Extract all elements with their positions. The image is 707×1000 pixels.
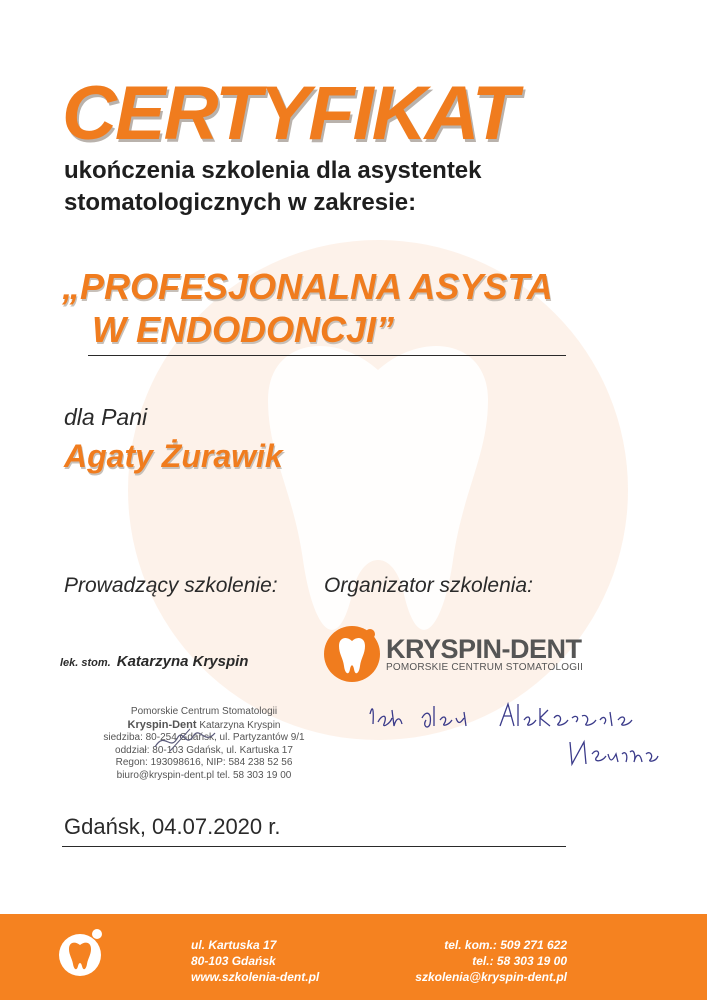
date-divider	[62, 846, 566, 847]
course-title-line2: W ENDODONCJI”	[92, 309, 395, 350]
stamp-line: Regon: 193098616, NIP: 584 238 52 56	[115, 757, 293, 768]
stamp-line: oddział: 80-103 Gdańsk, ul. Kartuska 17	[115, 744, 293, 756]
footer-website-link[interactable]: www.szkolenia-dent.pl	[191, 970, 320, 984]
recipient-name: Agaty Żurawik	[64, 438, 283, 474]
lecturer-name-line	[60, 653, 248, 670]
organizer-brand-subtitle: POMORSKIE CENTRUM STOMATOLOGII	[386, 662, 584, 673]
lecturer-prefix: lek. stom.	[60, 657, 111, 669]
stamp-line: siedziba: 80-254 Gdańsk, ul. Partyzantów 9/1	[103, 732, 305, 743]
footer-phone: tel.: 58 303 19 00	[472, 954, 567, 968]
certificate-subtitle-line1: ukończenia szkolenia dla asystentek	[64, 157, 482, 184]
course-divider	[88, 355, 566, 356]
stamp-line: biuro@kryspin-dent.pl tel. 58 303 19 00	[116, 769, 292, 781]
footer-street: ul. Kartuska 17	[191, 938, 277, 952]
course-title-line1: „PROFESJONALNA ASYSTA	[62, 266, 553, 307]
footer-email-link[interactable]: szkolenia@kryspin-dent.pl	[415, 970, 567, 984]
stamp-signature-scribble	[150, 725, 220, 755]
footer-contact	[415, 937, 567, 985]
place-and-date: Gdańsk, 04.07.2020 r.	[64, 814, 281, 839]
footer-city: 80-103 Gdańsk	[191, 954, 276, 968]
organizer-brand: KRYSPIN-DENT	[386, 634, 582, 664]
footer-mobile: tel. kom.: 509 271 622	[444, 938, 567, 952]
certificate-subtitle-line2: stomatologicznych w zakresie:	[64, 189, 417, 216]
handwritten-signature	[360, 696, 660, 776]
stamp-owner: Katarzyna Kryspin	[196, 719, 281, 731]
lecturer-label: Prowadzący szkolenie:	[64, 574, 278, 597]
footer-address	[191, 937, 319, 985]
kryspin-dent-logo-icon	[322, 624, 382, 684]
footer-band	[0, 914, 707, 1000]
stamp-line: Pomorskie Centrum Stomatologii	[130, 706, 278, 717]
recipient-prefix: dla Pani	[64, 404, 148, 430]
organizer-label: Organizator szkolenia:	[324, 574, 533, 597]
lecturer-name: Katarzyna Kryspin	[116, 653, 249, 670]
certificate-title: CERTYFIKAT	[62, 71, 517, 156]
footer-tooth-logo-icon	[58, 927, 106, 979]
stamp-company-name: Kryspin-Dent	[127, 718, 197, 731]
